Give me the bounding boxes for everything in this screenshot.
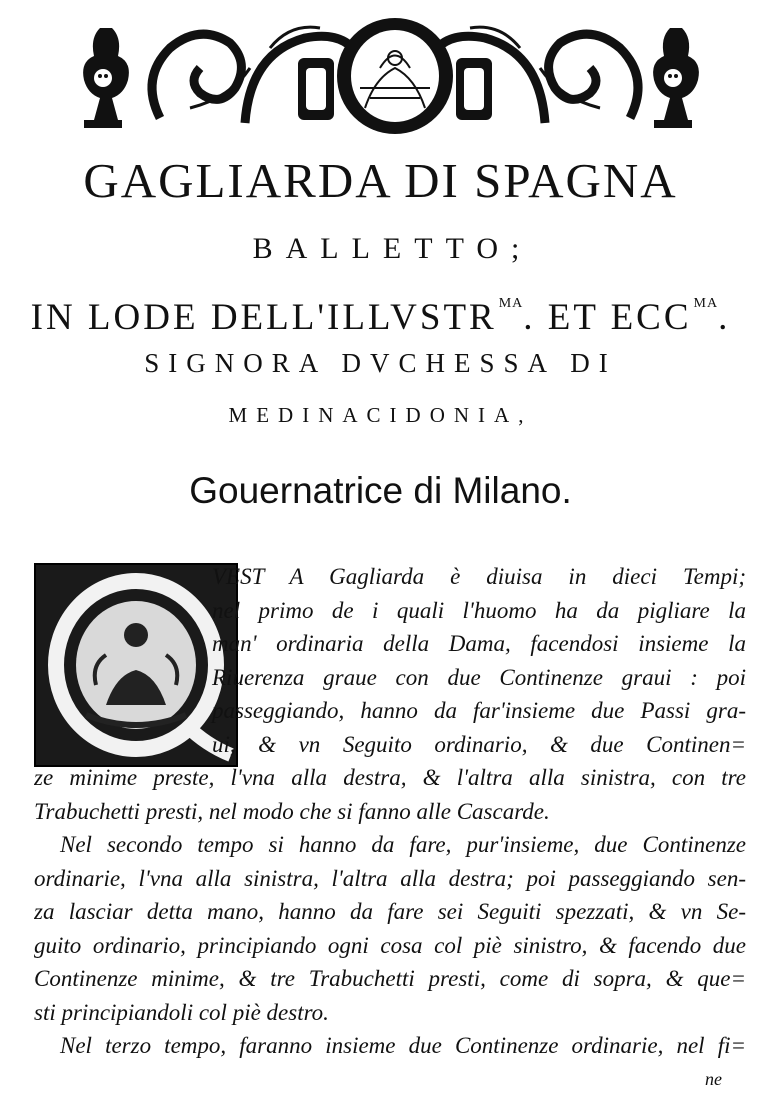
title-line-3-superscript-1: MA [498,296,524,311]
title-line-3-middle: . ET ECC [523,297,692,338]
body-line-13: Continenze minime, & tre Trabuchetti presti, come di sopra, & que= [34,966,746,991]
body-line-5: passeggiando, hanno da far'insieme due Passi gra- [212,698,746,723]
title-line-6: Gouernatrice di Milano. [189,470,572,511]
title-line-3-end: . [718,297,731,338]
catchword: ne [705,1068,722,1089]
body-line-14: sti principiandoli col piè destro. [34,999,329,1025]
body-line-9: Nel secondo tempo si hanno da fare, pur'insieme, due Continenze [60,832,746,857]
title-line-4: SIGNORA DVCHESSA DI [144,348,617,378]
body-text [34,560,746,1096]
body-line-8: Trabuchetti presti, nel modo che si fanno alle Cascarde. [34,798,550,824]
body-line-11: za lasciar detta mano, hanno da fare sei Seguiti spezzati, & vn Se- [34,899,746,924]
decorated-initial-letter: Q [135,677,137,678]
title-line-3-main: IN LODE DELL'ILLVSTR [30,297,497,338]
title-line-3 [0,296,761,339]
title-line-3-superscript-2: MA [693,296,719,311]
title-line-2: BALLETTO; [252,232,533,265]
ornamental-headpiece [70,8,720,136]
body-line-2: nel primo de i quali l'huomo ha da pigliare la [212,597,746,623]
body-line-3: man' ordinaria della Dama, facendosi insieme la [212,631,746,656]
body-line-7: ze minime preste, l'vna alla destra, & l'altra alla sinistra, con tre [34,765,746,790]
body-line-1: VEST A Gagliarda è diuisa in dieci Tempi; [212,564,746,589]
title-line-5: MEDINACIDONIA, [228,403,533,427]
body-line-12: guito ordinario, principiando ogni cosa col piè sinistro, & facendo due [34,932,746,958]
title-line-1: GAGLIARDA DI SPAGNA [83,153,678,208]
body-line-4: Riuerenza graue con due Continenze graui : poi [212,664,746,690]
body-line-10: ordinarie, l'vna alla sinistra, l'altra alla destra; poi passeggiando sen- [34,865,746,891]
body-line-6: ui, & vn Seguito ordinario, & due Continen= [212,731,746,757]
body-line-15: Nel terzo tempo, faranno insieme due Continenze ordinarie, nel fi= [60,1033,746,1058]
